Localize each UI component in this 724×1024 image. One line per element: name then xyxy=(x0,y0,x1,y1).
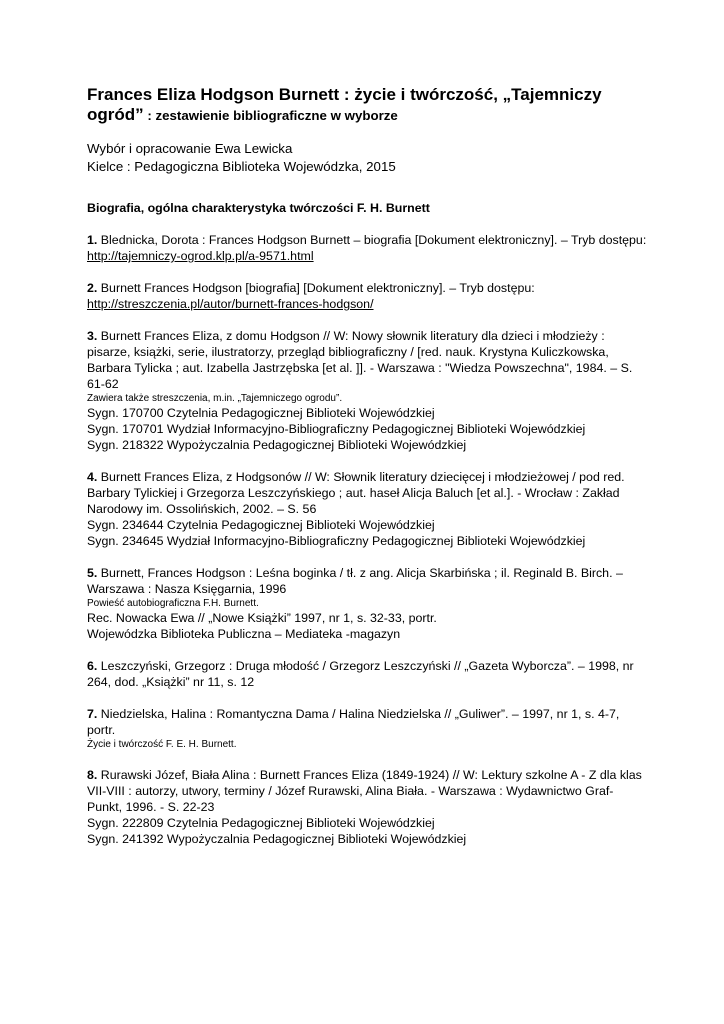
entry-text: Leszczyński, Grzegorz : Druga młodość / Grzegorz Leszczyński // „Gazeta Wyborcza”. – 1998, nr 264, dod. „Książki” nr 11, s. 12 xyxy=(87,659,634,689)
entry-call-number: Sygn. 222809 Czytelnia Pedagogicznej Biblioteki Wojewódzkiej xyxy=(87,816,435,830)
entry-note: Powieść autobiograficzna F.H. Burnett. xyxy=(87,598,259,609)
publisher-line: Kielce : Pedagogiczna Biblioteka Wojewódzka, 2015 xyxy=(87,159,396,174)
entry-note: Życie i twórczość F. E. H. Burnett. xyxy=(87,739,237,750)
bibliography-entry xyxy=(87,767,647,847)
entry-link[interactable]: http://tajemniczy-ogrod.klp.pl/a-9571.html xyxy=(87,249,314,263)
document-title xyxy=(87,85,647,126)
entry-call-number: Sygn. 170700 Czytelnia Pedagogicznej Biblioteki Wojewódzkiej xyxy=(87,406,435,420)
entry-review: Rec. Nowacka Ewa // „Nowe Książki” 1997, nr 1, s. 32-33, portr. xyxy=(87,611,437,625)
bibliography-entry xyxy=(87,658,647,690)
entry-number: 7. xyxy=(87,707,98,721)
entry-number: 3. xyxy=(87,329,98,343)
entry-text: Burnett Frances Eliza, z Hodgsonów // W: Słownik literatury dziecięcej i młodzieżowej / pod red. Barbary Tylickiej i Grzegorza Leszczyńskiego ; aut. haseł Alicja Baluch [et al.]. - Wrocław : Zakład Narodowy im. Ossolińskich, 2002. – S. 56 xyxy=(87,470,625,516)
entry-text: Niedzielska, Halina : Romantyczna Dama / Halina Niedzielska // „Guliwer”. – 1997, nr 1, s. 4-7, portr. xyxy=(87,707,620,737)
compiler-line: Wybór i opracowanie Ewa Lewicka xyxy=(87,141,293,156)
bibliography-entry xyxy=(87,232,647,264)
bibliography-list xyxy=(87,232,647,847)
entry-call-number: Sygn. 234645 Wydział Informacyjno-Bibliograficzny Pedagogicznej Biblioteki Wojewódzkiej xyxy=(87,534,586,548)
entry-location: Wojewódzka Biblioteka Publiczna – Mediateka -magazyn xyxy=(87,627,401,641)
bibliography-entry xyxy=(87,469,647,549)
entry-text: Burnett Frances Eliza, z domu Hodgson // W: Nowy słownik literatury dla dzieci i młodzieży : pisarze, książki, serie, ilustratorzy, przegląd bibliograficzny / [red. nauk. Krystyna Kuliczkowska, Barbara Tylicka ; aut. Izabella Jastrzębska [et al. ]]. - Warszawa : "Wiedza Powszechna", 1984. – S. 61-62 xyxy=(87,329,633,391)
entry-text: Rurawski Józef, Biała Alina : Burnett Frances Eliza (1849-1924) // W: Lektury szkolne A - Z dla klas VII-VIII : autorzy, utwory, terminy / Józef Rurawski, Alina Biała. - Warszawa : Wydawnictwo Graf-Punkt, 1996. - S. 22-23 xyxy=(87,768,642,814)
title-main: Frances Eliza Hodgson Burnett : życie i twórczość, „Tajemniczy ogród” xyxy=(87,85,602,124)
entry-link[interactable]: http://streszczenia.pl/autor/burnett-frances-hodgson/ xyxy=(87,297,374,311)
entry-number: 5. xyxy=(87,566,98,580)
entry-number: 1. xyxy=(87,233,98,247)
entry-number: 6. xyxy=(87,659,98,673)
entry-number: 4. xyxy=(87,470,98,484)
document-page xyxy=(87,85,647,847)
bibliography-entry xyxy=(87,328,647,453)
entry-call-number: Sygn. 241392 Wypożyczalnia Pedagogicznej Biblioteki Wojewódzkiej xyxy=(87,832,467,846)
bibliography-entry xyxy=(87,280,647,312)
entry-number: 8. xyxy=(87,768,98,782)
title-subtitle: : zestawienie bibliograficzne w wyborze xyxy=(143,108,398,123)
bibliography-entry xyxy=(87,565,647,642)
entry-number: 2. xyxy=(87,281,98,295)
entry-text: Burnett Frances Hodgson [biografia] [Dokument elektroniczny]. – Tryb dostępu: xyxy=(97,281,535,295)
section-heading: Biografia, ogólna charakterystyka twórczości F. H. Burnett xyxy=(87,201,430,215)
entry-text: Burnett, Frances Hodgson : Leśna boginka / tł. z ang. Alicja Skarbińska ; il. Reginald B. Birch. – Warszawa : Nasza Księgarnia, 1996 xyxy=(87,566,623,596)
entry-call-number: Sygn. 218322 Wypożyczalnia Pedagogicznej Biblioteki Wojewódzkiej xyxy=(87,438,467,452)
entry-call-number: Sygn. 234644 Czytelnia Pedagogicznej Biblioteki Wojewódzkiej xyxy=(87,518,435,532)
bibliography-entry xyxy=(87,706,647,751)
entry-note: Zawiera także streszczenia, m.in. „Tajemniczego ogrodu”. xyxy=(87,393,343,404)
entry-call-number: Sygn. 170701 Wydział Informacyjno-Bibliograficzny Pedagogicznej Biblioteki Wojewódzkiej xyxy=(87,422,586,436)
document-meta xyxy=(87,140,647,176)
entry-text: Blednicka, Dorota : Frances Hodgson Burnett – biografia [Dokument elektroniczny]. – Tryb dostępu: xyxy=(97,233,647,247)
